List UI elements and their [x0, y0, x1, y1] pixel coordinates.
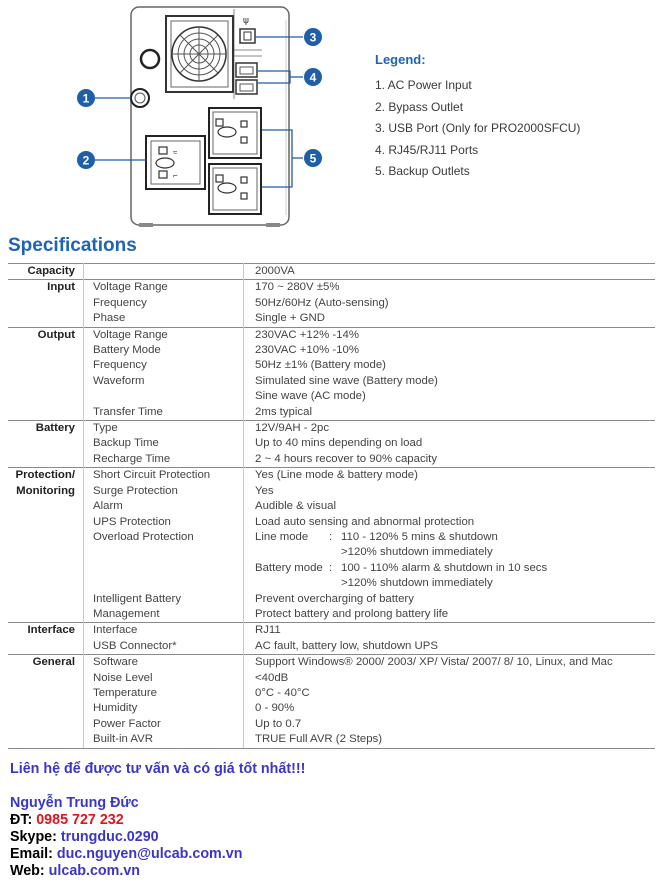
spec-value-text: TRUE Full AVR (2 Steps) [255, 733, 383, 746]
spec-value [244, 607, 656, 623]
spec-row [8, 561, 655, 576]
spec-item: UPS Protection [84, 515, 244, 530]
spec-category [8, 515, 84, 530]
spec-category [8, 607, 84, 623]
spec-category [8, 592, 84, 607]
spec-mode-colon: : [329, 530, 333, 543]
spec-item: USB Connector* [84, 639, 244, 655]
callout-5-label: 5 [309, 151, 317, 166]
bypass-outlet-icon [146, 136, 205, 189]
spec-item: Software [84, 655, 244, 671]
legend-item: 4. RJ45/RJ11 Ports [375, 142, 479, 157]
spec-mode-label: Battery mode [255, 561, 323, 574]
spec-value [244, 561, 656, 576]
spec-category [8, 374, 84, 389]
spec-row [8, 421, 655, 437]
spec-value [244, 576, 656, 591]
spec-item: Type [84, 421, 244, 437]
spec-row [8, 592, 655, 607]
callout-1-label: 1 [82, 91, 90, 106]
spec-item: Voltage Range [84, 327, 244, 343]
spec-value-text: >120% shutdown immediately [341, 546, 493, 559]
spec-value [244, 405, 656, 421]
spec-category [8, 576, 84, 591]
spec-value [244, 592, 656, 607]
spec-value [244, 358, 656, 373]
spec-value [244, 671, 656, 686]
spec-item: Recharge Time [84, 452, 244, 468]
spec-row [8, 468, 655, 484]
spec-item: Intelligent Battery [84, 592, 244, 607]
spec-row [8, 717, 655, 732]
spec-row [8, 389, 655, 404]
spec-row [8, 343, 655, 358]
specifications-table [8, 263, 655, 749]
callout-2-label: 2 [82, 153, 90, 168]
spec-row [8, 639, 655, 655]
spec-value-text: 170 ~ 280V ±5% [255, 281, 340, 294]
ac-power-input-icon [131, 89, 149, 107]
spec-category [8, 545, 84, 560]
spec-value [244, 343, 656, 358]
spec-item: Alarm [84, 499, 244, 514]
spec-mode-value: 110 - 120% 5 mins & shutdown [341, 530, 498, 543]
contact-web-line [10, 863, 140, 879]
spec-item: Frequency [84, 358, 244, 373]
spec-value [244, 280, 656, 296]
spec-value-text: <40dB [255, 671, 289, 684]
spec-value [244, 515, 656, 530]
spec-value [244, 296, 656, 311]
spec-value-text: 50Hz ±1% (Battery mode) [255, 359, 386, 372]
spec-category [8, 701, 84, 716]
contact-headline: Liên hệ để được tư vấn và có giá tốt nhất!!! [10, 761, 306, 777]
spec-mode-value: 100 - 110% alarm & shutdown in 10 secs [341, 561, 548, 574]
spec-category: Output [8, 327, 84, 343]
spec-category: Capacity [8, 264, 84, 280]
spec-value-text: Sine wave (AC mode) [255, 390, 366, 403]
contact-email-line [10, 846, 242, 862]
spec-category [8, 686, 84, 701]
spec-row [8, 732, 655, 748]
spec-item [84, 576, 244, 591]
spec-item: Waveform [84, 374, 244, 389]
spec-row [8, 671, 655, 686]
spec-value [244, 717, 656, 732]
spec-value [244, 732, 656, 748]
spec-value-text: Simulated sine wave (Battery mode) [255, 374, 438, 387]
spec-value-text: >120% shutdown immediately [341, 577, 493, 590]
spec-value [244, 264, 656, 280]
spec-value [244, 421, 656, 437]
spec-category [8, 561, 84, 576]
spec-row [8, 311, 655, 327]
contact-name: Nguyễn Trung Đức [10, 795, 139, 811]
spec-row [8, 296, 655, 311]
spec-value [244, 686, 656, 701]
legend-item: 1. AC Power Input [375, 78, 472, 92]
spec-item: Backup Time [84, 436, 244, 451]
spec-item: Short Circuit Protection [84, 468, 244, 484]
spec-value-text: 12V/9AH - 2pc [255, 422, 330, 435]
spec-value [244, 499, 656, 514]
callout-1 [77, 89, 95, 107]
spec-item: Battery Mode [84, 343, 244, 358]
legend-item: 5. Backup Outlets [375, 164, 470, 178]
spec-value-text: Single + GND [255, 312, 325, 325]
spec-item: Interface [84, 623, 244, 639]
spec-row [8, 264, 655, 280]
spec-value [244, 530, 656, 545]
callout-4-label: 4 [309, 70, 317, 85]
spec-item [84, 545, 244, 560]
specifications-heading: Specifications [8, 235, 137, 256]
spec-value-text: Yes [255, 484, 274, 497]
spec-item [84, 264, 244, 280]
spec-value-text: Yes (Line mode & battery mode) [255, 469, 418, 482]
spec-row [8, 545, 655, 560]
spec-category: Input [8, 280, 84, 296]
spec-value [244, 623, 656, 639]
spec-value-text: RJ11 [255, 624, 281, 637]
spec-value-text: 2ms typical [255, 405, 312, 418]
spec-item: Built-in AVR [84, 732, 244, 748]
spec-value [244, 701, 656, 716]
spec-row [8, 358, 655, 373]
spec-value [244, 452, 656, 468]
spec-row [8, 686, 655, 701]
spec-mode-label: Line mode [255, 530, 309, 543]
spec-category [8, 389, 84, 404]
spec-value [244, 311, 656, 327]
spec-row [8, 499, 655, 514]
spec-value-text: Protect battery and prolong battery life [255, 607, 449, 620]
spec-value-text: 50Hz/60Hz (Auto-sensing) [255, 296, 389, 309]
svg-text:≈: ≈ [173, 148, 178, 157]
email-label: Email: [10, 846, 53, 862]
spec-value-text: 230VAC +12% -14% [255, 328, 359, 341]
spec-value-text: Audible & visual [255, 500, 337, 513]
spec-value-text: Support Windows® 2000/ 2003/ XP/ Vista/ 2007/ 8/ 10, Linux, and Mac [255, 656, 613, 669]
spec-value-text: Up to 0.7 [255, 717, 302, 730]
svg-text:⌐: ⌐ [173, 171, 178, 180]
callout-5 [304, 149, 322, 167]
legend-title: Legend: [375, 52, 426, 67]
spec-value [244, 655, 656, 671]
spec-value-text: Prevent overcharging of battery [255, 592, 414, 605]
spec-value [244, 484, 656, 499]
spec-category [8, 452, 84, 468]
spec-value [244, 374, 656, 389]
spec-value-text: 2000VA [255, 265, 295, 277]
spec-category: Monitoring [8, 484, 84, 499]
spec-value-text: 0°C - 40°C [255, 686, 310, 699]
spec-item [84, 561, 244, 576]
spec-row [8, 405, 655, 421]
callout-3-label: 3 [309, 30, 317, 45]
spec-item: Surge Protection [84, 484, 244, 499]
spec-row [8, 576, 655, 591]
spec-category [8, 296, 84, 311]
spec-mode-colon: : [329, 561, 333, 574]
spec-row [8, 515, 655, 530]
spec-row [8, 530, 655, 545]
legend-item: 3. USB Port (Only for PRO2000SFCU) [375, 121, 581, 135]
spec-value-text: 230VAC +10% -10% [255, 344, 359, 357]
phone-label: ĐT: [10, 812, 33, 828]
spec-row [8, 436, 655, 451]
spec-category: General [8, 655, 84, 671]
spec-category [8, 530, 84, 545]
spec-item: Temperature [84, 686, 244, 701]
web-link[interactable]: ulcab.com.vn [48, 863, 141, 879]
contact-phone-line [10, 812, 124, 828]
spec-value-text: Up to 40 mins depending on load [255, 437, 423, 450]
spec-category [8, 405, 84, 421]
spec-category [8, 436, 84, 451]
spec-row [8, 655, 655, 671]
spec-category: Interface [8, 623, 84, 639]
spec-category [8, 343, 84, 358]
spec-row [8, 374, 655, 389]
spec-item: Humidity [84, 701, 244, 716]
spec-category [8, 717, 84, 732]
spec-category [8, 358, 84, 373]
spec-item: Frequency [84, 296, 244, 311]
spec-item: Voltage Range [84, 280, 244, 296]
callout-3 [304, 28, 322, 46]
spec-row [8, 623, 655, 639]
spec-item: Overload Protection [84, 530, 244, 545]
circuit-breaker-icon [141, 50, 159, 68]
spec-item [84, 389, 244, 404]
web-label: Web: [10, 863, 45, 879]
spec-category [8, 499, 84, 514]
spec-value-text: AC fault, battery low, shutdown UPS [255, 639, 438, 652]
spec-row [8, 452, 655, 468]
callout-4 [304, 68, 322, 86]
callout-2 [77, 151, 95, 169]
spec-value [244, 639, 656, 655]
spec-value [244, 389, 656, 404]
spec-row [8, 701, 655, 716]
spec-category: Protection/ [8, 468, 84, 484]
spec-value-text: 0 - 90% [255, 702, 295, 715]
spec-item: Management [84, 607, 244, 623]
spec-value-text: 2 ~ 4 hours recover to 90% capacity [255, 452, 438, 465]
skype-label: Skype: [10, 829, 57, 845]
phone-number: 0985 727 232 [36, 812, 124, 828]
legend-item: 2. Bypass Outlet [375, 99, 464, 114]
skype-id[interactable]: trungduc.0290 [60, 829, 159, 845]
email-link[interactable]: duc.nguyen@ulcab.com.vn [56, 846, 243, 862]
spec-category: Battery [8, 421, 84, 437]
spec-row [8, 607, 655, 623]
spec-value [244, 327, 656, 343]
svg-text:ψ: ψ [243, 16, 249, 26]
spec-item: Phase [84, 311, 244, 327]
spec-value [244, 468, 656, 484]
legend [375, 52, 580, 183]
spec-row [8, 484, 655, 499]
spec-row [8, 280, 655, 296]
spec-item: Power Factor [84, 717, 244, 732]
contact-skype-line [10, 829, 159, 845]
spec-category [8, 311, 84, 327]
spec-category [8, 671, 84, 686]
spec-item: Noise Level [84, 671, 244, 686]
spec-value [244, 545, 656, 560]
spec-value-text: Load auto sensing and abnormal protection [255, 515, 475, 528]
spec-category [8, 732, 84, 748]
spec-category [8, 639, 84, 655]
spec-value [244, 436, 656, 451]
spec-item: Transfer Time [84, 405, 244, 421]
spec-row [8, 327, 655, 343]
